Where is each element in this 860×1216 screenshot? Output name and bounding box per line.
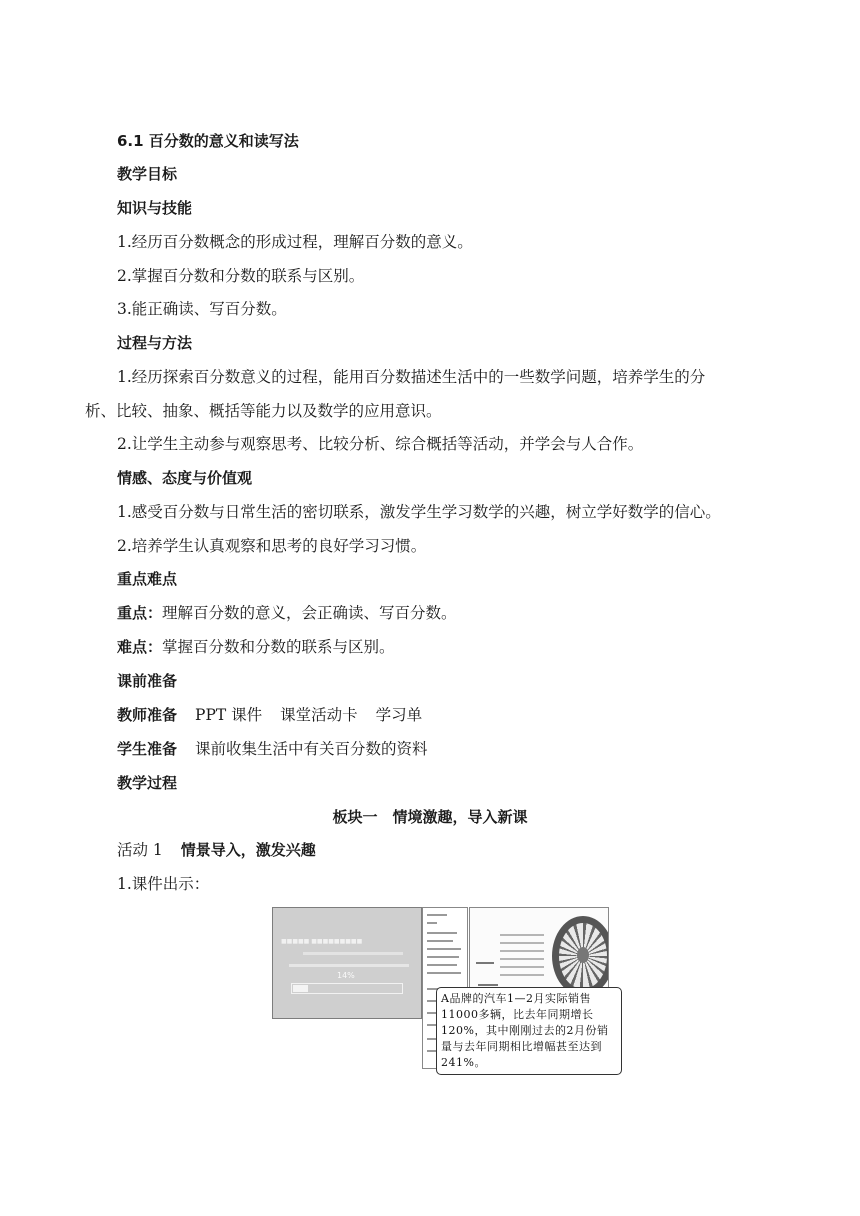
screen-text-line — [303, 952, 403, 955]
difficulty-text: 掌握百分数和分数的联系与区别。 — [162, 638, 395, 656]
screen-title-text: ■■■■■ ■■■■■■■■■ — [281, 938, 363, 945]
teacher-prep-item: 学习单 — [375, 706, 423, 724]
student-prep-text: 课前收集生活中有关百分数的资料 — [195, 740, 428, 758]
car-sales-caption: A品牌的汽车1—2月实际销售11000多辆，比去年同期增长120%，其中刚刚过去的2月份销量与去年同期相比增幅甚至达到241%。 — [436, 987, 622, 1075]
difficulty-point — [117, 637, 395, 657]
wheel-icon — [552, 916, 609, 996]
teacher-prep-label: 教师准备 — [117, 706, 178, 724]
student-prep-label: 学生准备 — [117, 740, 178, 758]
process-item-1-line-2: 析、比较、抽象、概括等能力以及数学的应用意识。 — [85, 402, 442, 420]
knowledge-item: 2.掌握百分数和分数的联系与区别。 — [117, 267, 365, 285]
emotion-item: 1.感受百分数与日常生活的密切联系，激发学生学习数学的兴趣，树立学好数学的信心。 — [117, 503, 721, 521]
key-point — [117, 603, 457, 623]
process-item-1-line-1: 1.经历探索百分数意义的过程，能用百分数描述生活中的一些数学问题，培养学生的分 — [117, 368, 706, 386]
progress-fill — [293, 985, 308, 992]
goals-heading: 教学目标 — [117, 165, 178, 183]
teacher-prep-item: 课堂活动卡 — [280, 706, 358, 724]
lesson-title: 6.1 百分数的意义和读写法 — [117, 132, 299, 150]
key-label: 重点： — [117, 604, 163, 622]
courseware-illustration — [272, 905, 617, 1073]
emotion-heading: 情感、态度与价值观 — [117, 469, 253, 487]
activity-label: 活动 1 — [117, 841, 163, 859]
process-item-2: 2.让学生主动参与观察思考、比较分析、综合概括等活动，并学会与人合作。 — [117, 435, 644, 453]
keypoints-heading: 重点难点 — [117, 570, 178, 588]
screen-text-line — [289, 964, 409, 967]
progress-bar — [291, 983, 403, 994]
knowledge-heading: 知识与技能 — [117, 199, 193, 217]
knowledge-item: 3.能正确读、写百分数。 — [117, 300, 287, 318]
prep-heading: 课前准备 — [117, 672, 178, 690]
teacher-prep-item: PPT 课件 — [195, 706, 263, 724]
courseware-line: 1.课件出示： — [117, 875, 210, 893]
activity-heading — [117, 840, 316, 860]
download-screen-image — [272, 907, 422, 1019]
process-heading: 过程与方法 — [117, 334, 193, 352]
section-title: 板块一 情境激趣，导入新课 — [332, 808, 528, 826]
student-prep — [117, 739, 428, 759]
knowledge-item: 1.经历百分数概念的形成过程，理解百分数的意义。 — [117, 233, 473, 251]
teaching-process-heading: 教学过程 — [117, 774, 178, 792]
teacher-prep — [117, 705, 422, 725]
emotion-item: 2.培养学生认真观察和思考的良好学习习惯。 — [117, 537, 427, 555]
difficulty-label: 难点： — [117, 638, 163, 656]
activity-title: 情景导入，激发兴趣 — [180, 841, 316, 859]
screen-percent: 14% — [337, 971, 355, 980]
key-text: 理解百分数的意义，会正确读、写百分数。 — [162, 604, 457, 622]
